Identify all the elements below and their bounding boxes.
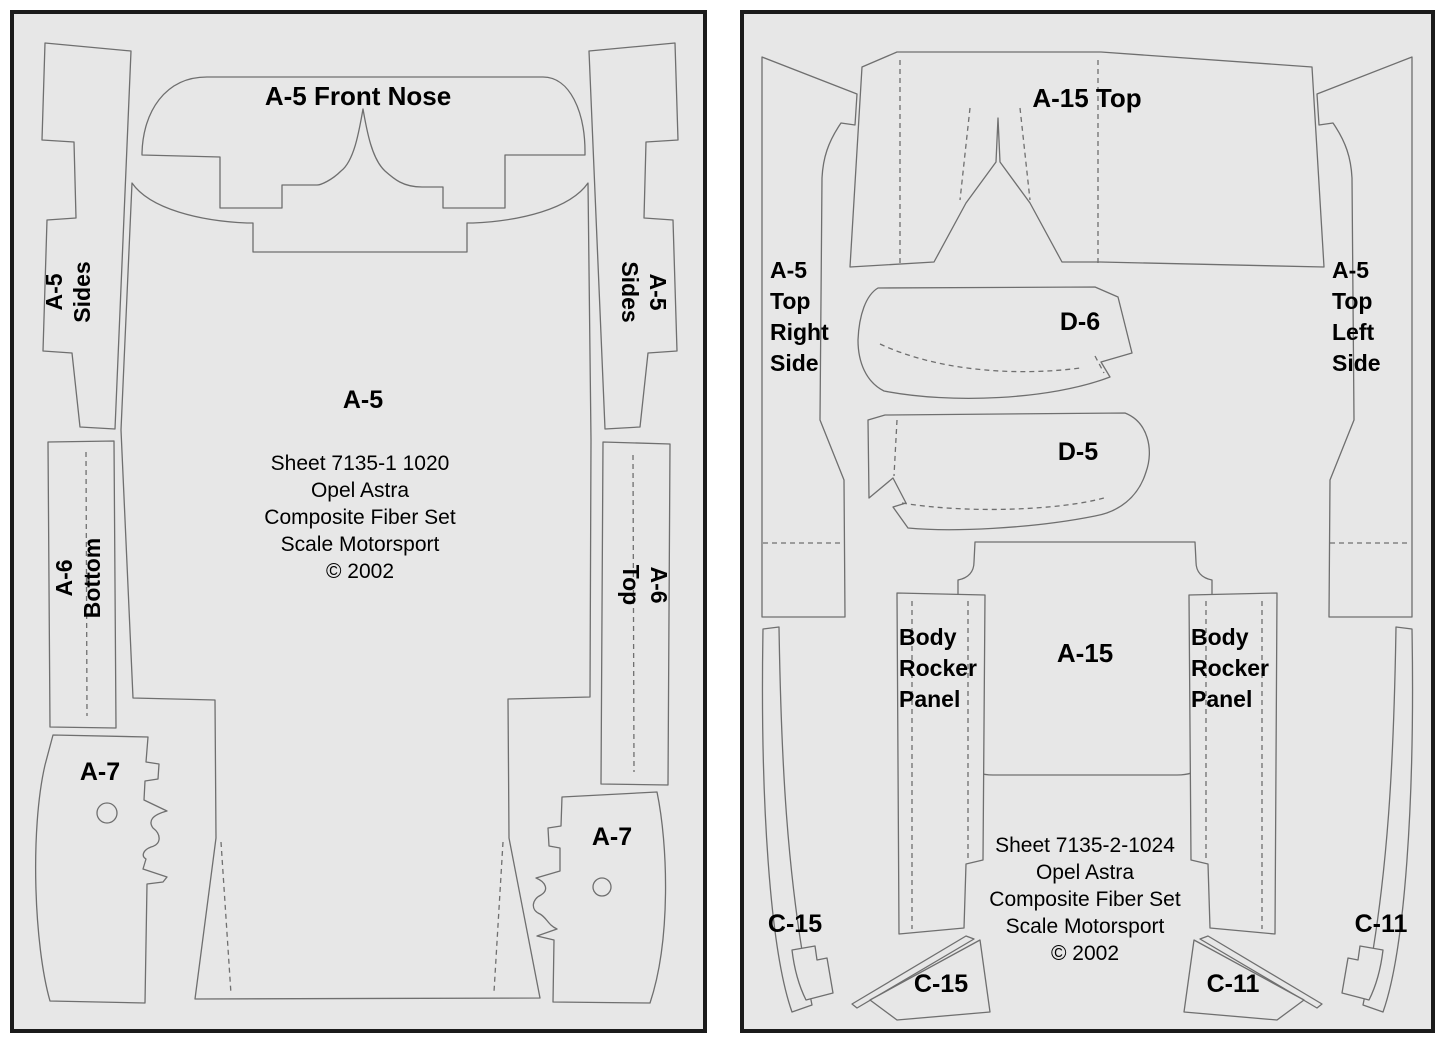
label-a15: A-15 xyxy=(1056,638,1114,668)
sheet1-info-line2: Opel Astra xyxy=(310,479,410,502)
label-rocker-right-2: Rocker xyxy=(1191,655,1269,681)
sheet-2-panel xyxy=(742,12,1433,1031)
label-rocker-left-2: Rocker xyxy=(899,655,977,681)
hole-a7-right xyxy=(593,878,611,896)
label-a5-top-right-3: Right xyxy=(770,319,829,345)
label-c15-bottom: C-15 xyxy=(913,970,969,998)
sheet2-info-line3: Composite Fiber Set xyxy=(989,888,1181,911)
label-rocker-right-1: Body xyxy=(1191,624,1249,650)
label-a5-sides-right-1: A-5 xyxy=(645,273,671,311)
label-a5-top-right-2: Top xyxy=(770,288,811,314)
label-a5-sides-left-1: A-5 xyxy=(41,273,67,311)
label-a7-right: A-7 xyxy=(591,823,633,851)
piece-a6-top xyxy=(601,442,670,785)
sheet2-info-line4: Scale Motorsport xyxy=(1005,915,1165,938)
label-a6-top-2: Top xyxy=(618,564,644,606)
piece-d5 xyxy=(868,413,1149,530)
label-rocker-left-3: Panel xyxy=(899,686,961,712)
sheet1-info-line5: © 2002 xyxy=(325,560,395,583)
piece-d6 xyxy=(858,287,1132,398)
sheet1-info-line4: Scale Motorsport xyxy=(280,533,440,556)
label-d5: D-5 xyxy=(1057,438,1099,466)
label-a15-top: A-15 Top xyxy=(1032,83,1142,113)
label-a5-sides-left-2: Sides xyxy=(69,261,95,323)
label-a5-top-left-3: Left xyxy=(1332,319,1375,345)
label-a6-bottom-2: Bottom xyxy=(79,537,105,619)
sheet-1-panel xyxy=(12,12,705,1031)
label-rocker-right-3: Panel xyxy=(1191,686,1253,712)
label-a5-top-left-2: Top xyxy=(1332,288,1373,314)
label-d6: D-6 xyxy=(1059,308,1101,336)
label-c15-side: C-15 xyxy=(767,910,823,938)
label-a5-main: A-5 xyxy=(342,386,384,414)
sheet1-info-line1: Sheet 7135-1 1020 xyxy=(270,452,450,475)
sheet2-info-line1: Sheet 7135-2-1024 xyxy=(995,834,1175,857)
sheet2-info-line2: Opel Astra xyxy=(1035,861,1135,884)
hole-a7-left xyxy=(97,803,117,823)
label-a7-left: A-7 xyxy=(79,758,121,786)
label-a6-top-1: A-6 xyxy=(646,566,672,604)
label-c11-side: C-11 xyxy=(1354,910,1408,938)
label-a5-top-left-1: A-5 xyxy=(1332,257,1370,283)
label-c11-bottom: C-11 xyxy=(1206,970,1260,998)
label-a5-top-left-4: Side xyxy=(1332,350,1381,376)
label-a5-top-right-4: Side xyxy=(770,350,819,376)
sheet2-info-line5: © 2002 xyxy=(1050,942,1120,965)
sheet1-info-line3: Composite Fiber Set xyxy=(264,506,456,529)
label-a5-sides-right-2: Sides xyxy=(617,261,643,323)
label-a5-front-nose: A-5 Front Nose xyxy=(264,81,452,111)
label-a5-top-right-1: A-5 xyxy=(770,257,808,283)
label-rocker-left-1: Body xyxy=(899,624,957,650)
label-a6-bottom-1: A-6 xyxy=(51,559,77,597)
